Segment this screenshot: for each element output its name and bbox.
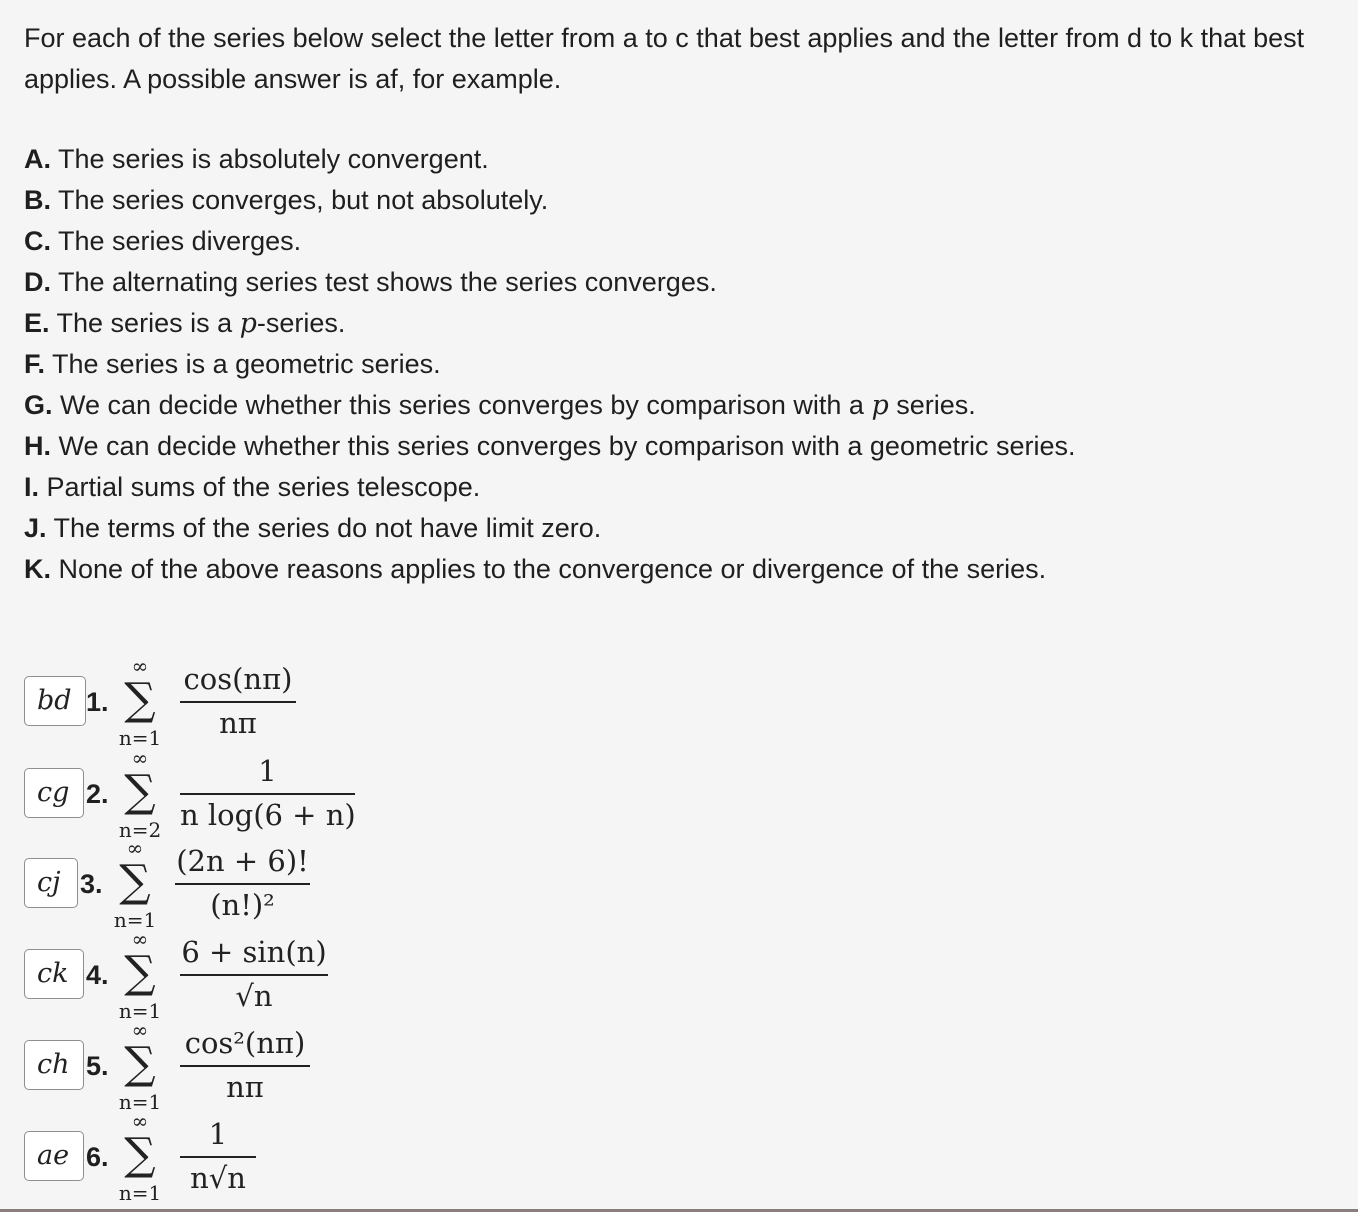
sigma-icon: ∑: [124, 674, 156, 725]
answer-input-6[interactable]: ae: [24, 1131, 84, 1181]
problem-number-5: 5.: [86, 1051, 109, 1081]
problem-number-1: 1.: [86, 687, 109, 717]
problem-number-4: 4.: [86, 960, 109, 990]
answer-input-2[interactable]: cg: [24, 768, 84, 818]
answer-input-1[interactable]: bd: [24, 676, 86, 726]
option-a: A. The series is absolutely convergent.: [24, 144, 489, 174]
sigma-icon: ∑: [124, 766, 156, 817]
sigma-icon: ∑: [119, 856, 151, 907]
sigma-icon: ∑: [124, 1038, 156, 1089]
option-f: F. The series is a geometric series.: [24, 349, 441, 379]
sigma-icon: ∑: [124, 947, 156, 998]
option-g: G. We can decide whether this series converges by comparison with a p series.: [24, 390, 976, 421]
option-list: [24, 139, 1076, 590]
option-b: B. The series converges, but not absolutely.: [24, 185, 549, 215]
option-d: D. The alternating series test shows the series converges.: [24, 267, 717, 297]
instructions: For each of the series below select the letter from a to c that best applies and the letter from d to k that best applies. A possible answer is af, for example.: [24, 23, 1305, 94]
option-e: E. The series is a p-series.: [24, 308, 346, 339]
answer-input-5[interactable]: ch: [24, 1040, 84, 1090]
option-j: J. The terms of the series do not have limit zero.: [24, 513, 602, 543]
option-k: K. None of the above reasons applies to the convergence or divergence of the series.: [24, 554, 1047, 584]
option-h: H. We can decide whether this series converges by comparison with a geometric series.: [24, 431, 1076, 461]
problem-number-3: 3.: [80, 869, 103, 899]
sigma-icon: ∑: [124, 1129, 156, 1180]
option-i: I. Partial sums of the series telescope.: [24, 472, 481, 502]
problem-number-2: 2.: [86, 779, 109, 809]
answer-input-3[interactable]: cj: [24, 858, 78, 908]
answer-input-4[interactable]: ck: [24, 949, 84, 999]
option-c: C. The series diverges.: [24, 226, 302, 256]
problem-number-6: 6.: [86, 1142, 109, 1172]
